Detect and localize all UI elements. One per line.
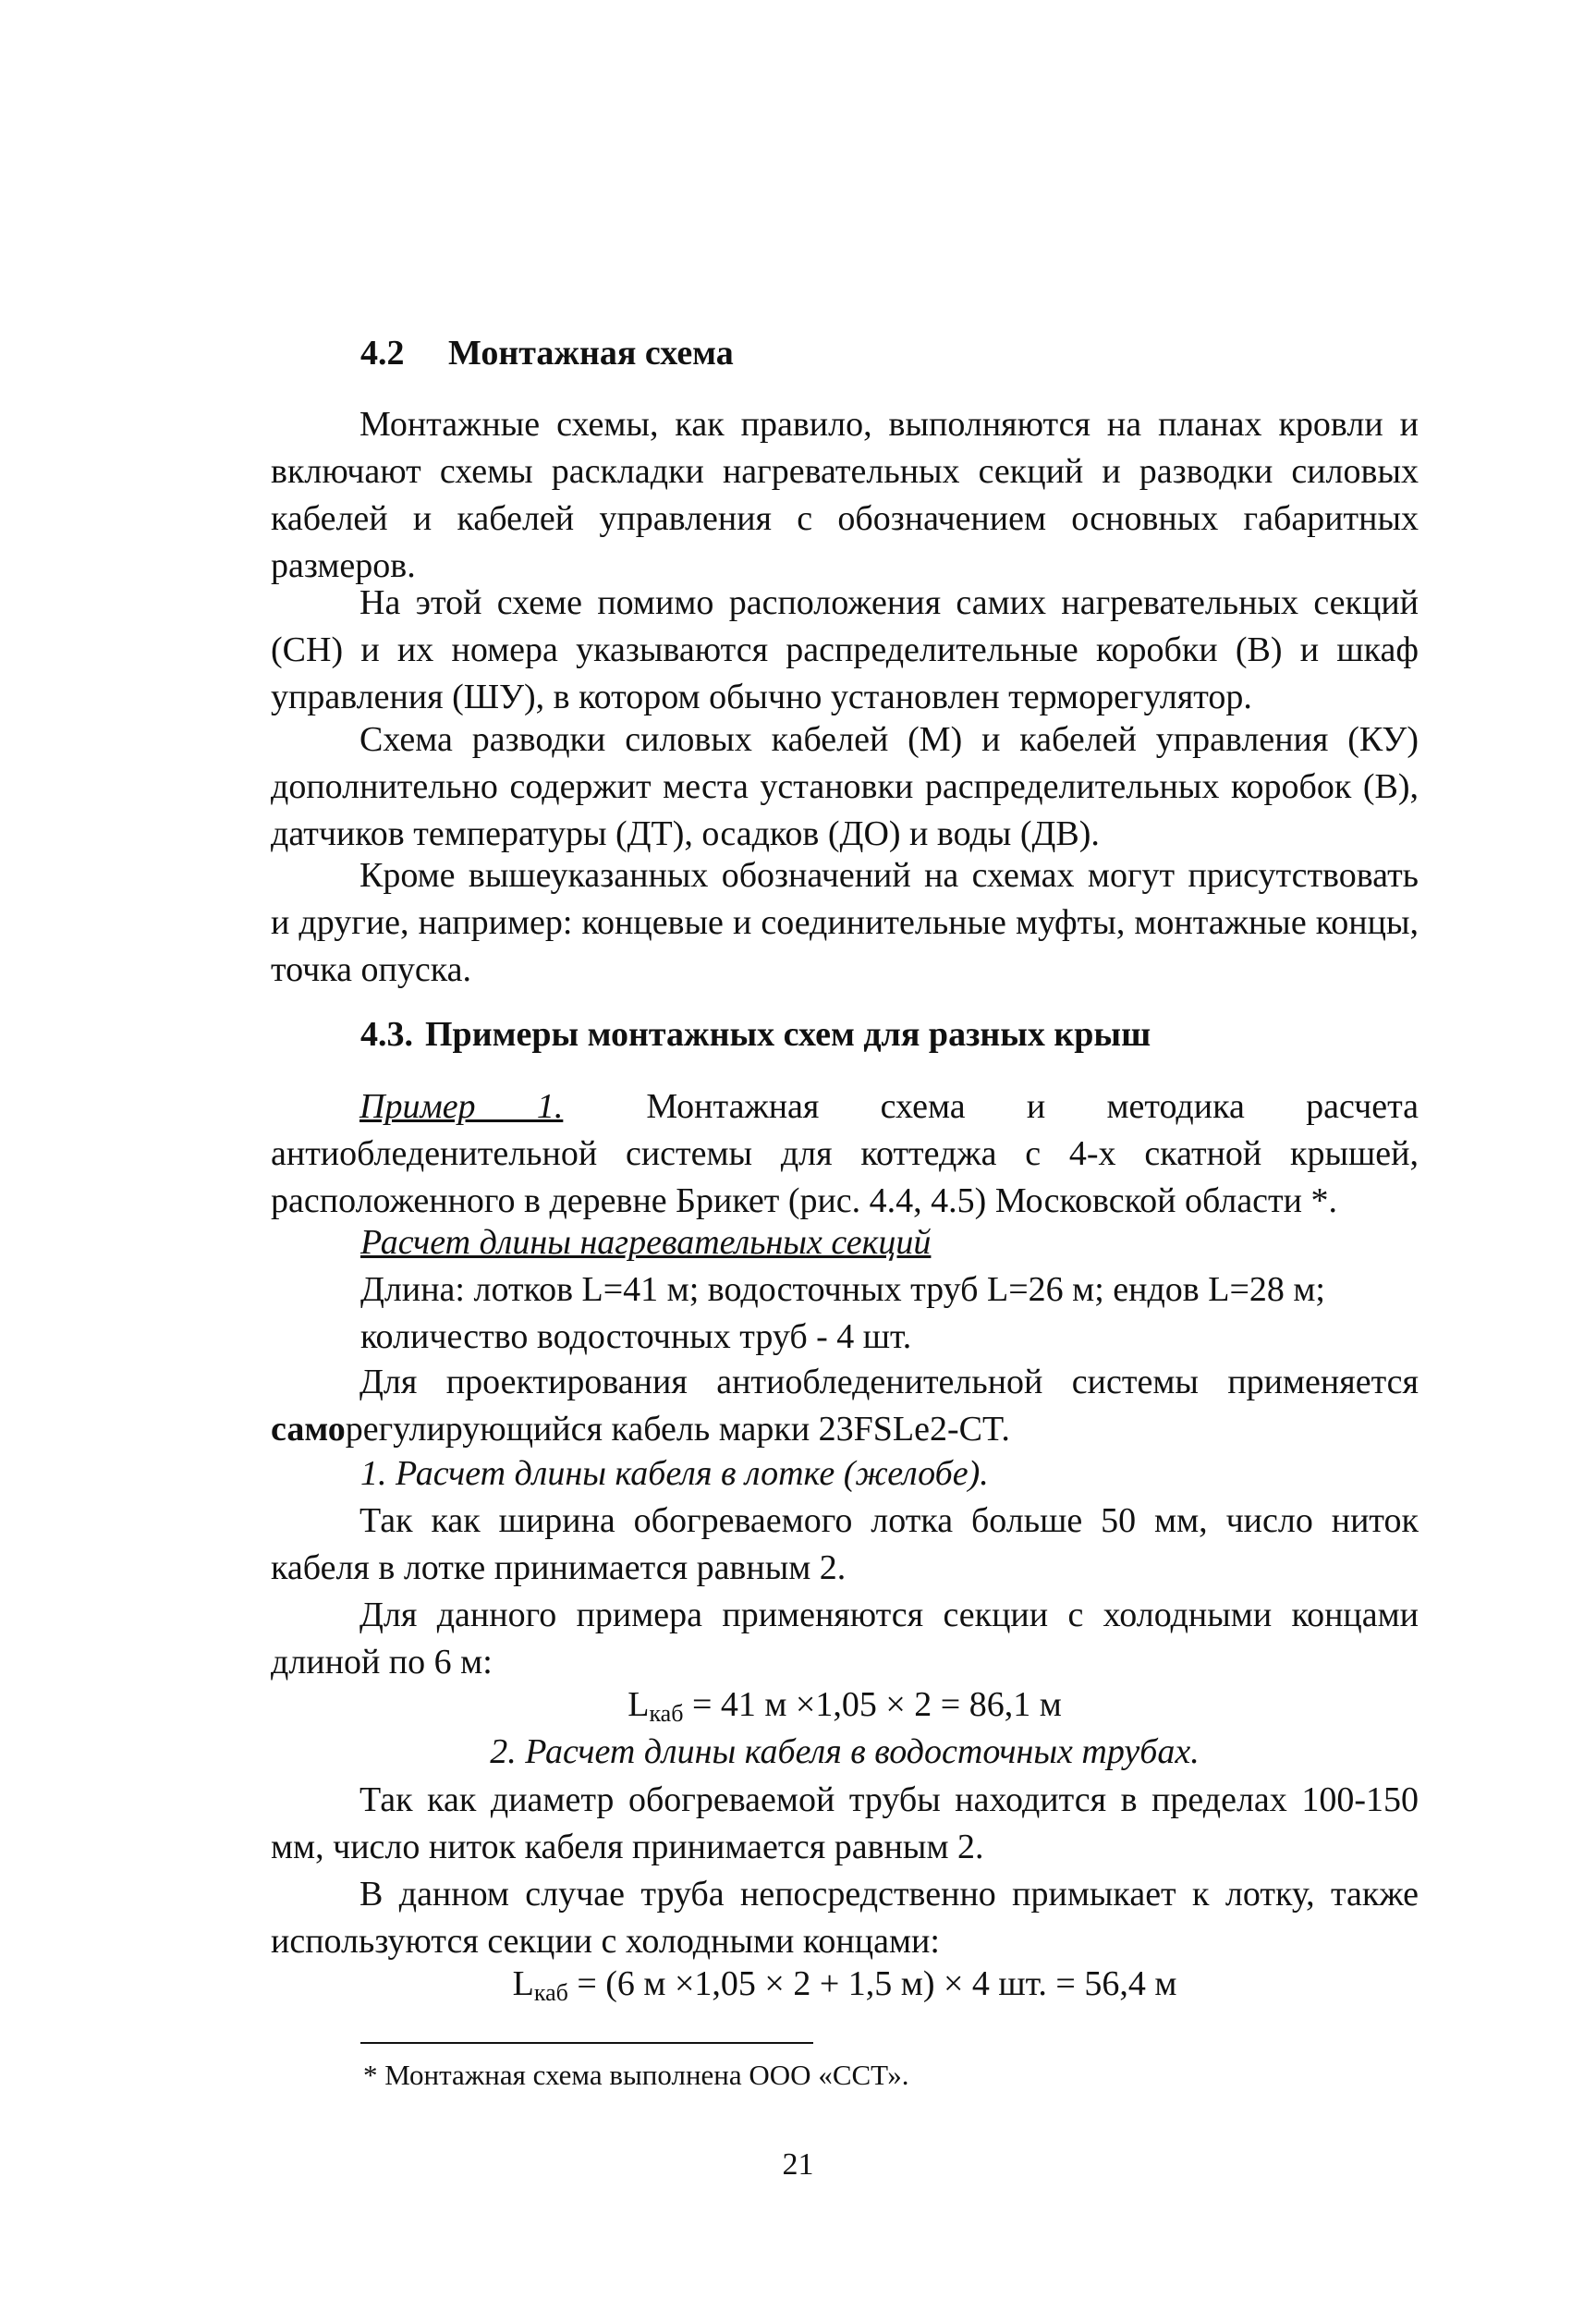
paragraph-other-designations: Кроме вышеуказанных обозначений на схемах могут присутствовать и другие, например: концевые и соединительные муфты, монтажные концы, точка опуска. <box>271 856 1419 989</box>
paragraph-tray-threads: Так как ширина обогреваемого лотка больше 50 мм, число ниток кабеля в лотке принимается равным 2. <box>271 1501 1419 1587</box>
paragraph-scheme-contents: На этой схеме помимо расположения самих нагревательных секций (СН) и их номера указываются распределительные коробки (В) и шкаф управления (ШУ), в котором обычно установлен терморегулятор. <box>271 583 1419 716</box>
subheading-tray: 1. Расчет длины кабеля в лотке (желобе). <box>360 1454 989 1493</box>
section-title: Примеры монтажных схем для разных крыш <box>425 1015 1151 1054</box>
formula-sub: каб <box>533 1979 568 2006</box>
paragraph-pipe-threads: Так как диаметр обогреваемой трубы находится в пределах 100-150 мм, число ниток кабеля принимается равным 2. <box>271 1780 1419 1866</box>
footnote: * Монтажная схема выполнена ООО «ССТ». <box>363 2059 909 2091</box>
design-text-bold: само <box>271 1410 346 1449</box>
paragraph-tray-sections: Для данного примера применяются секции с холодными концами длиной по 6 м: <box>271 1596 1419 1681</box>
paragraph-example-1 <box>271 1083 1419 1225</box>
section-number: 4.3. <box>360 1015 413 1054</box>
design-text-post: регулирующийся кабель марки 23FSLe2-CT. <box>345 1410 1010 1449</box>
section-title: Монтажная схема <box>448 334 734 373</box>
formula-pipes <box>271 1963 1419 2007</box>
calc-heading: Расчет длины нагревательных секций <box>360 1223 932 1262</box>
count-line: количество водосточных труб - 4 шт. <box>360 1317 912 1356</box>
paragraph-cable-type <box>271 1359 1419 1453</box>
section-heading-4-3 <box>360 1014 1151 1055</box>
example-text: Монтажная схема и методика расчета антиобледенительной системы для коттеджа с 4-х скатной крышей, расположенного в деревне Брикет (рис. 4.4, 4.5) Московской области *. <box>271 1087 1419 1220</box>
footnote-rule <box>360 2042 813 2044</box>
length-line: Длина: лотков L=41 м; водосточных труб L=26 м; ендов L=28 м; <box>360 1270 1325 1309</box>
formula-sub: каб <box>649 1700 684 1727</box>
page-number: 21 <box>782 2147 814 2182</box>
subheading-pipes: 2. Расчет длины кабеля в водосточных трубах. <box>490 1732 1200 1771</box>
formula-var: L <box>627 1685 650 1724</box>
formula-var: L <box>512 1964 534 2003</box>
section-heading-4-2 <box>360 333 734 373</box>
paragraph-pipe-sections: В данном случае труба непосредственно примыкает к лотку, также используются секции с холодными концами: <box>271 1875 1419 1961</box>
section-number: 4.2 <box>360 334 405 373</box>
design-text-pre: Для проектирования антиобледенительной системы применяется <box>359 1363 1419 1401</box>
formula-expr: = 41 м ×1,05 × 2 = 86,1 м <box>691 1685 1062 1724</box>
example-label: Пример 1. <box>359 1087 564 1126</box>
formula-expr: = (6 м ×1,05 × 2 + 1,5 м) × 4 шт. = 56,4 м <box>577 1964 1177 2003</box>
paragraph-mounting-schemes: Монтажные схемы, как правило, выполняются на планах кровли и включают схемы раскладки нагревательных секций и разводки силовых кабелей и кабелей управления с обозначением основных габаритных размеров. <box>271 405 1419 585</box>
paragraph-cable-routing: Схема разводки силовых кабелей (М) и кабелей управления (КУ) дополнительно содержит места установки распределительных коробок (В), датчиков температуры (ДТ), осадков (ДО) и воды (ДВ). <box>271 720 1419 853</box>
formula-tray <box>271 1684 1419 1728</box>
